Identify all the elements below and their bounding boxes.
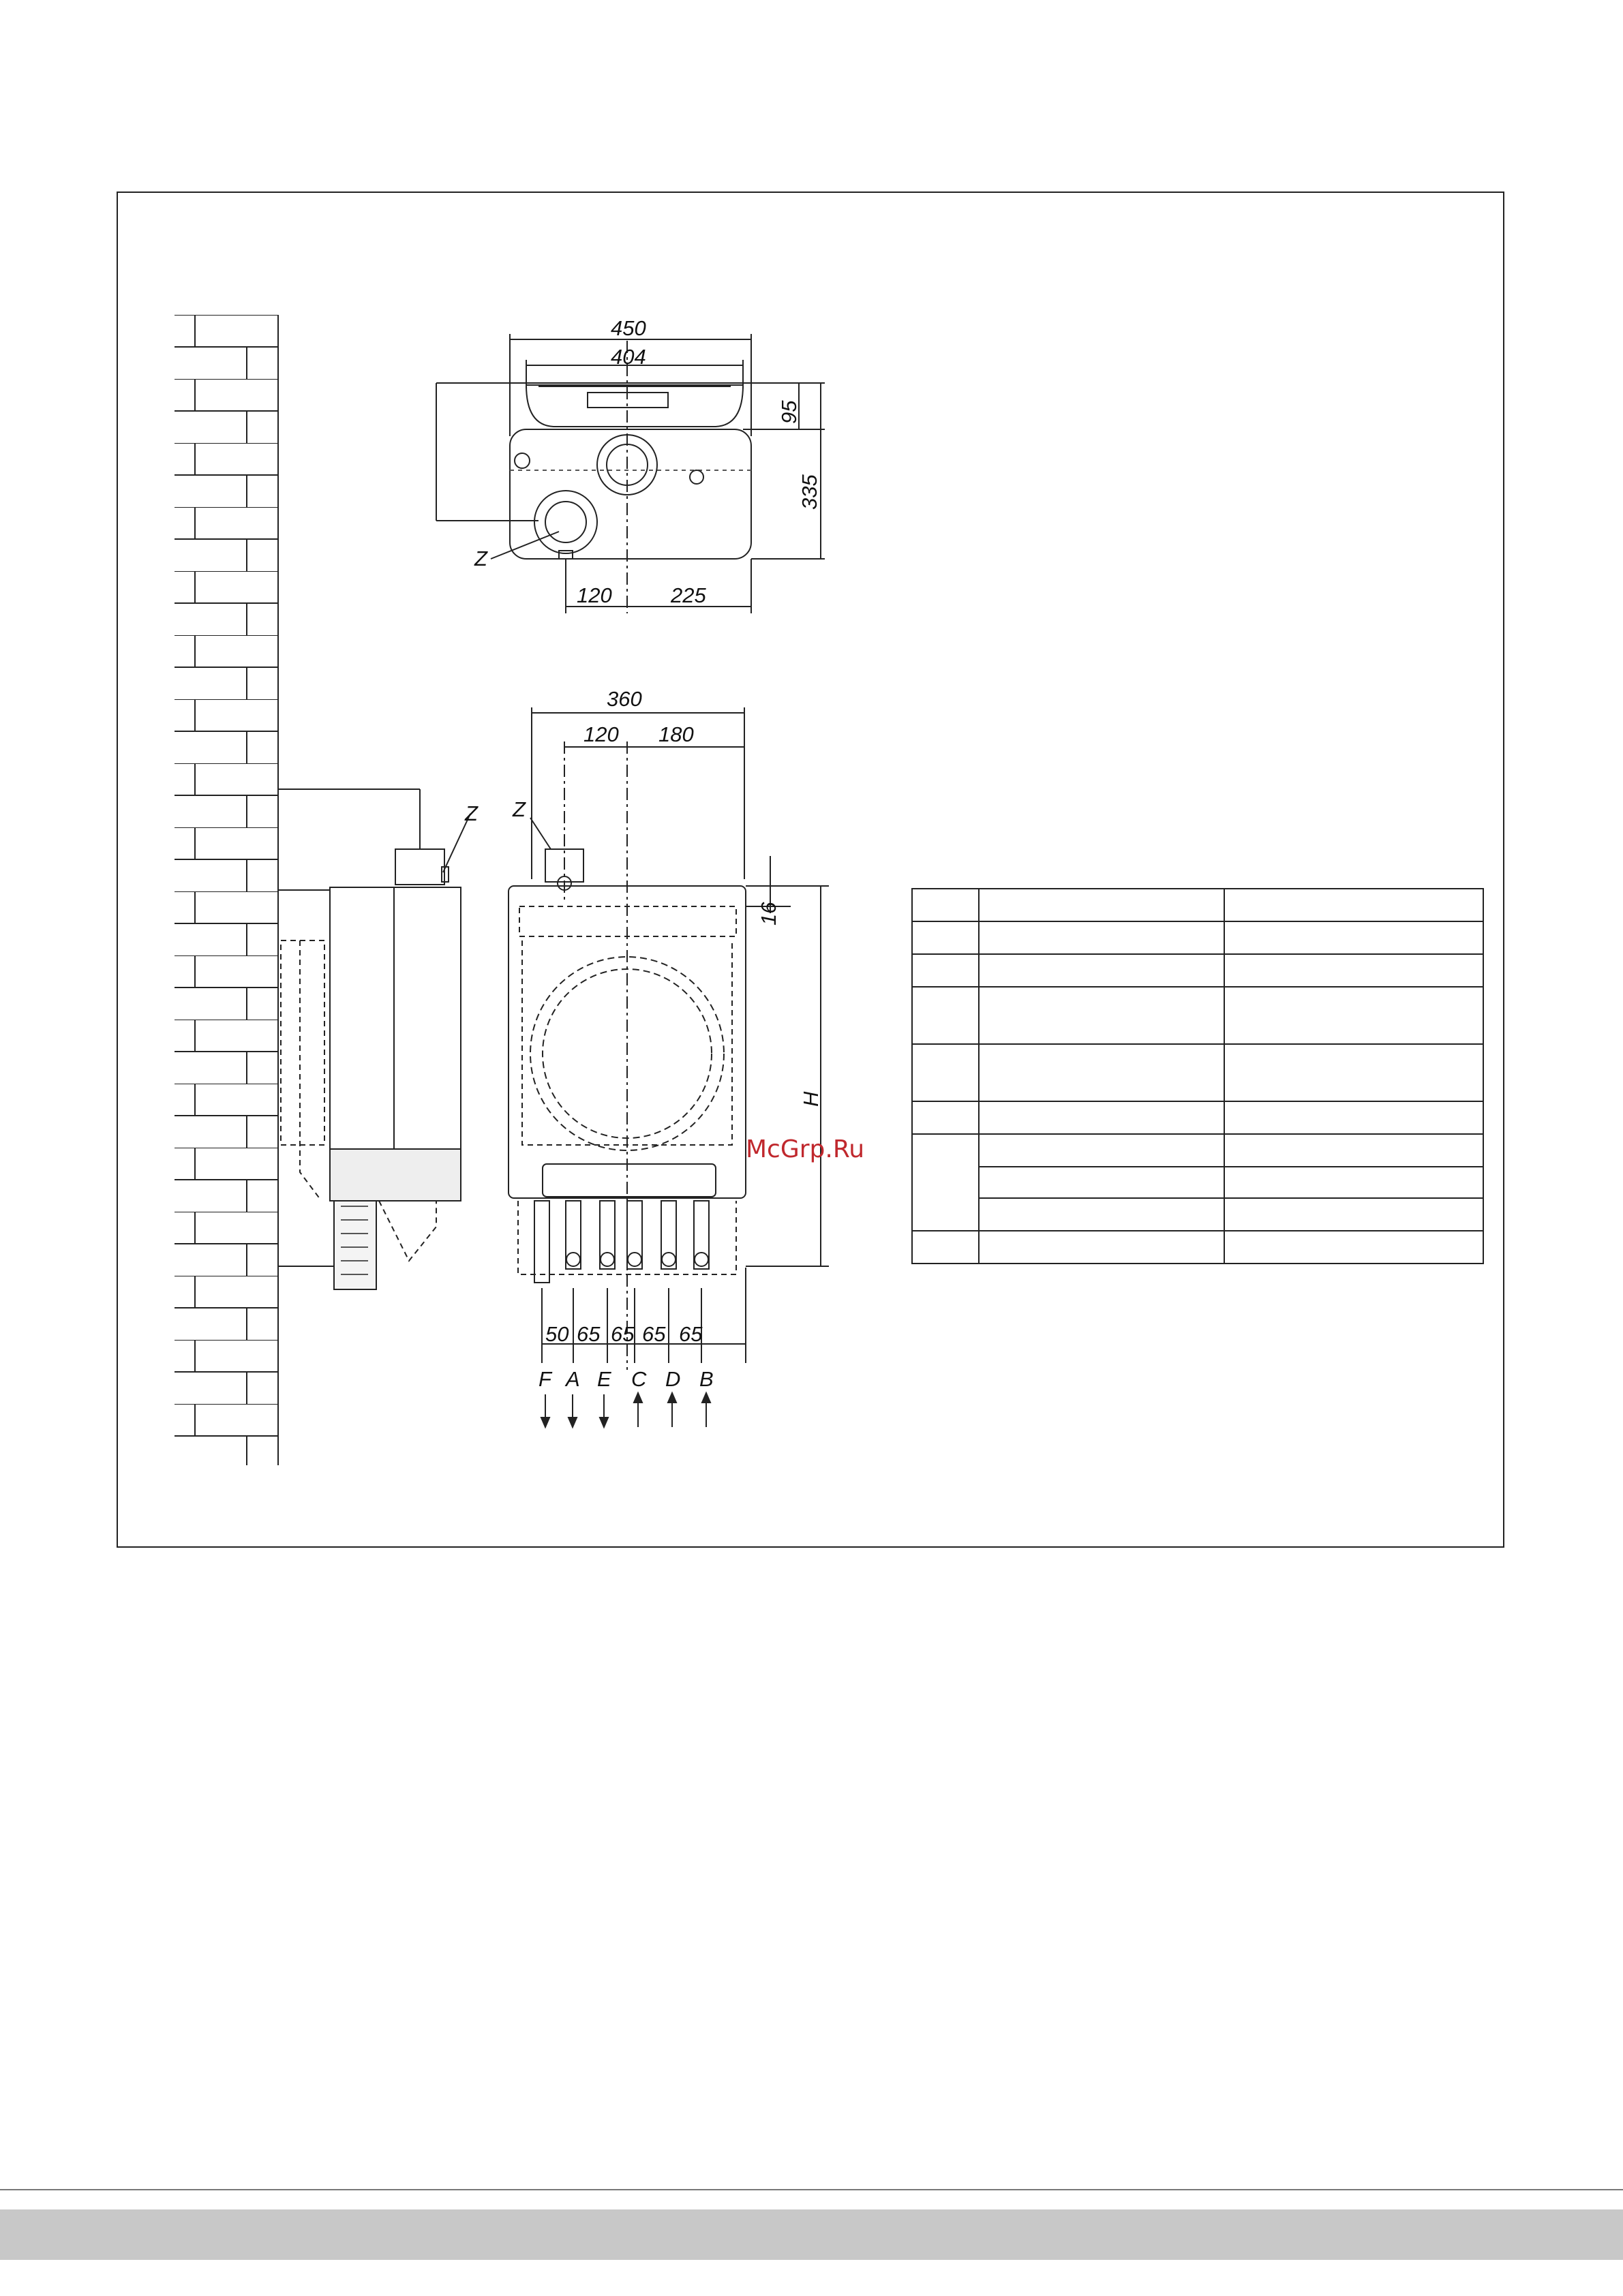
dim-top-offset: 16 — [757, 902, 780, 925]
top-view-flue-label: Z — [474, 547, 487, 570]
watermark: McGrp.Ru — [746, 1135, 865, 1163]
dim-inner-width: 404 — [611, 345, 646, 369]
front-view — [509, 707, 829, 1427]
spacing-1: 50 — [545, 1322, 569, 1346]
footer-bar — [0, 2209, 1623, 2260]
spacing-3: 65 — [611, 1322, 635, 1346]
spacing-5: 65 — [679, 1322, 703, 1346]
connection-labels — [539, 1367, 714, 1391]
dim-front-width: 360 — [607, 687, 642, 711]
front-view-flue-label: Z — [513, 797, 526, 821]
connection-label-a: A — [566, 1367, 580, 1391]
spacing-labels — [545, 1322, 703, 1346]
dim-flue-offset-left: 120 — [577, 583, 612, 607]
dim-height: H — [799, 1091, 823, 1107]
brick-wall — [175, 315, 278, 1465]
connection-label-c: C — [631, 1367, 647, 1391]
spec-table — [912, 889, 1483, 1264]
dim-flue-offset-right: 225 — [671, 583, 706, 607]
footer-rule — [0, 2189, 1623, 2190]
side-view-flue-label: Z — [465, 801, 478, 825]
connection-label-b: B — [699, 1367, 714, 1391]
connection-arrows — [541, 1393, 710, 1427]
drawing-frame — [117, 192, 1504, 1547]
connection-label-e: E — [597, 1367, 611, 1391]
side-view — [278, 789, 470, 1289]
dim-depth: 335 — [798, 474, 821, 510]
dim-front-right: 180 — [658, 722, 694, 746]
dim-bracket-depth: 95 — [777, 400, 801, 424]
top-view — [436, 334, 825, 613]
connection-label-d: D — [665, 1367, 681, 1391]
dim-front-left: 120 — [583, 722, 619, 746]
spacing-2: 65 — [577, 1322, 601, 1346]
dim-overall-width: 450 — [611, 316, 646, 340]
connection-label-f: F — [539, 1367, 551, 1391]
spacing-4: 65 — [642, 1322, 666, 1346]
